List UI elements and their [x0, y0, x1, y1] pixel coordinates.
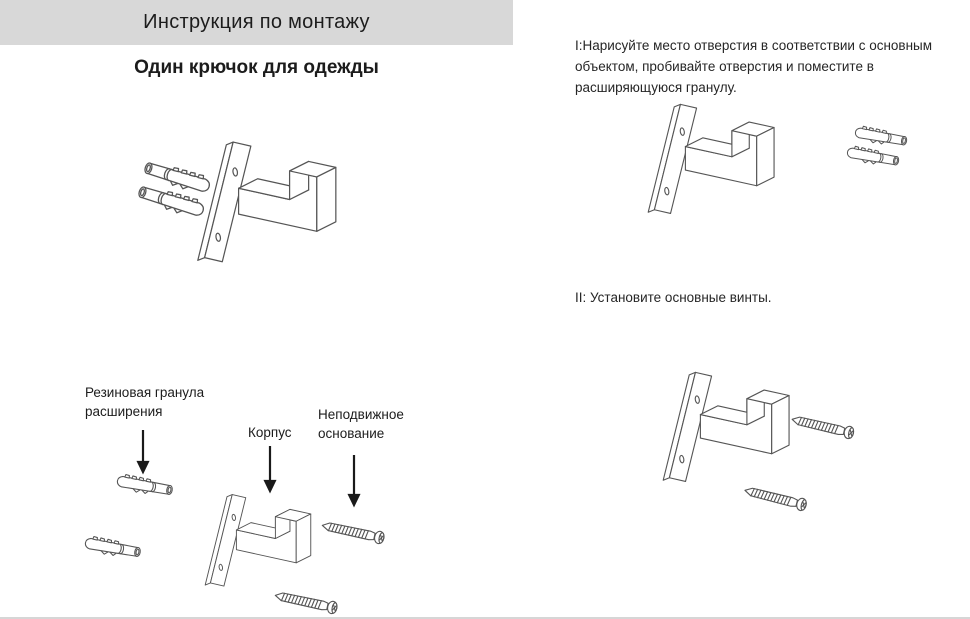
main-hook-illustration	[105, 95, 405, 295]
down-arrow-icon	[349, 455, 359, 505]
screw-icon	[321, 519, 385, 544]
step1-instruction: I:Нарисуйте место отверстия в соответствии с основным объектом, пробивайте отверстия и поместите в расширяющуюся гранулу.	[575, 38, 933, 95]
wall-hook-icon	[205, 495, 311, 587]
anchor-part-label: Резиновая гранула расширения	[85, 385, 205, 419]
product-subtitle: Один крючок для одежды	[134, 57, 379, 78]
wall-hook-icon	[648, 104, 774, 213]
base-part-label: Неподвижное основание	[318, 407, 404, 441]
expansion-anchor-icon	[846, 145, 900, 168]
expansion-anchor-icon	[116, 473, 173, 498]
body-part-label: Корпус	[248, 425, 292, 440]
expansion-anchor-icon	[854, 125, 908, 148]
header-bar	[0, 0, 513, 45]
parts-diagram	[60, 425, 420, 619]
screw-icon	[274, 589, 338, 614]
screw-icon	[743, 484, 807, 511]
expansion-anchor-icon	[84, 535, 141, 560]
screw-icon	[791, 413, 855, 439]
step2-illustration	[630, 355, 960, 570]
wall-hook-icon	[663, 372, 789, 481]
wall-hook-icon	[198, 142, 336, 262]
page-title: Инструкция по монтажу	[143, 11, 370, 33]
down-arrow-icon	[265, 446, 275, 491]
down-arrow-icon	[138, 430, 148, 472]
step1-illustration	[615, 90, 950, 270]
step2-instruction: II: Установите основные винты.	[575, 290, 772, 305]
